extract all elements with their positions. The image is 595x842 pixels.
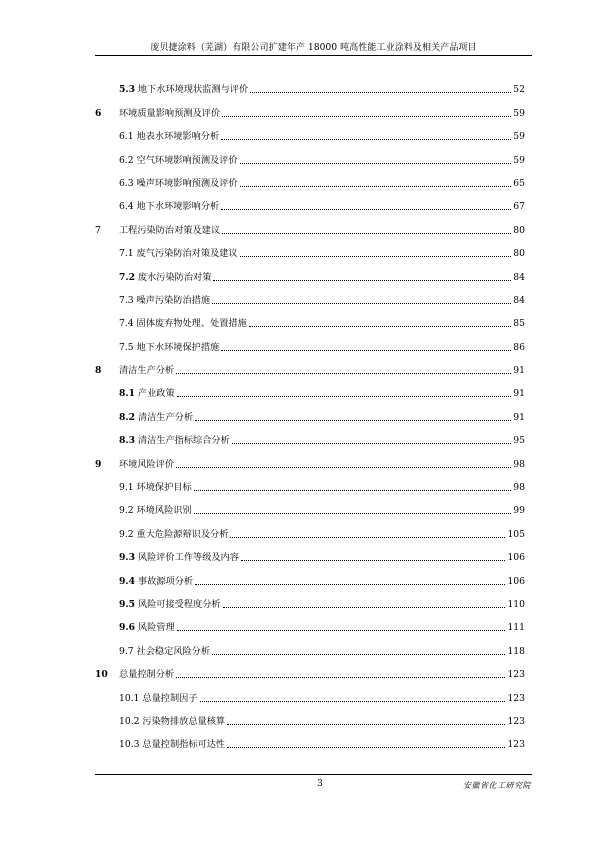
toc-entry[interactable] <box>95 376 525 399</box>
toc-entry[interactable] <box>95 587 525 610</box>
toc-entry-number: 9.1 <box>119 482 134 494</box>
toc-leader-dots <box>240 186 512 187</box>
toc-entry-number: 9.6 <box>119 622 135 634</box>
toc-entry-number: 6.4 <box>119 201 134 213</box>
toc-entry-number: 6 <box>95 107 102 119</box>
toc-leader-dots <box>176 373 511 374</box>
toc-entry-title: 地下水环境保护措施 <box>136 341 220 353</box>
toc-leader-dots <box>227 747 505 748</box>
toc-entry-page: 59 <box>513 107 525 119</box>
toc-entry-page: 80 <box>513 224 525 236</box>
toc-entry-page: 84 <box>513 294 525 306</box>
toc-entry-title: 工程污染防治对策及建议 <box>119 224 221 236</box>
toc-leader-dots <box>213 280 511 281</box>
toc-entry-title: 产业政策 <box>137 388 175 400</box>
toc-entry[interactable] <box>95 399 525 422</box>
toc-entry[interactable] <box>95 283 525 306</box>
running-header: 庞贝捷涂料（芜湖）有限公司扩建年产 18000 吨高性能工业涂料及相关产品项目 <box>150 43 477 53</box>
toc-entry-page: 59 <box>513 131 525 143</box>
toc-entry[interactable] <box>95 119 525 142</box>
toc-entry-title: 风险可接受程度分析 <box>137 598 221 610</box>
toc-entry-title: 地下水环境现状监测与评价 <box>137 84 249 96</box>
toc-entry[interactable] <box>95 142 525 165</box>
toc-entry-page: 123 <box>507 739 525 751</box>
toc-leader-dots <box>177 396 512 397</box>
page-number: 3 <box>317 779 323 789</box>
toc-entry[interactable] <box>95 610 525 633</box>
toc-leader-dots <box>212 654 505 655</box>
toc-leader-dots <box>240 163 512 164</box>
toc-leader-dots <box>177 630 506 631</box>
toc-entry-number: 8.3 <box>119 435 135 447</box>
toc-entry[interactable] <box>95 189 525 212</box>
toc-entry-number: 6.1 <box>119 131 134 143</box>
toc-entry-page: 106 <box>507 552 525 564</box>
toc-entry-title: 废水污染防治对策 <box>137 271 212 283</box>
toc-leader-dots <box>222 233 511 234</box>
toc-leader-dots <box>194 490 512 491</box>
toc-entry-title: 总量控制因子 <box>142 692 198 704</box>
toc-entry[interactable] <box>95 470 525 493</box>
toc-entry-title: 社会稳定风险分析 <box>136 645 211 657</box>
toc-entry-page: 110 <box>507 598 525 610</box>
toc-entry-number: 8 <box>95 365 102 377</box>
toc-entry-page: 65 <box>513 177 525 189</box>
toc-leader-dots <box>232 443 512 444</box>
toc-entry-title: 噪声环境影响预测及评价 <box>136 177 238 189</box>
toc-leader-dots <box>200 701 506 702</box>
toc-entry[interactable] <box>95 516 525 539</box>
toc-entry[interactable] <box>95 212 525 235</box>
toc-entry[interactable] <box>95 236 525 259</box>
toc-entry-number: 8.1 <box>119 388 135 400</box>
toc-entry-number: 9.4 <box>119 575 135 587</box>
toc-entry[interactable] <box>95 329 525 352</box>
toc-entry-title: 清洁生产指标综合分析 <box>137 435 230 447</box>
toc-entry-title: 事故源项分析 <box>137 575 194 587</box>
toc-entry[interactable] <box>95 493 525 516</box>
footer-divider <box>95 774 532 775</box>
toc-entry-title: 重大危险源辩识及分析 <box>136 528 229 540</box>
toc-entry-page: 91 <box>513 365 525 377</box>
toc-entry-page: 118 <box>507 645 525 657</box>
toc-entry-page: 52 <box>513 84 525 96</box>
toc-entry-title: 废气污染防治对策及建议 <box>136 248 238 260</box>
toc-entry-title: 总量控制分析 <box>119 669 175 681</box>
toc-entry-number: 7.3 <box>119 294 134 306</box>
toc-entry-title: 环境风险识别 <box>136 505 192 517</box>
toc-leader-dots <box>222 116 511 117</box>
toc-entry-page: 99 <box>513 505 525 517</box>
toc-entry-page: 105 <box>507 528 525 540</box>
toc-entry-number: 7.2 <box>119 271 135 283</box>
toc-entry-number: 7.1 <box>119 248 134 260</box>
toc-entry[interactable] <box>95 166 525 189</box>
toc-entry-page: 86 <box>513 341 525 353</box>
toc-entry-number: 9.2 <box>119 528 134 540</box>
toc-entry-page: 84 <box>513 271 525 283</box>
toc-entry-number: 9.5 <box>119 598 135 610</box>
toc-entry[interactable] <box>95 540 525 563</box>
toc-entry-number: 7.5 <box>119 341 134 353</box>
toc-entry-page: 123 <box>507 715 525 727</box>
toc-leader-dots <box>249 326 512 327</box>
toc-leader-dots <box>212 303 511 304</box>
toc-entry-number: 9.2 <box>119 505 134 517</box>
toc-entry[interactable] <box>95 657 525 680</box>
toc-entry-page: 59 <box>513 154 525 166</box>
toc-entry-number: 9 <box>95 458 102 470</box>
toc-entry-title: 总量控制指标可达性 <box>142 739 226 751</box>
toc-entry-page: 67 <box>513 201 525 213</box>
toc-entry[interactable] <box>95 563 525 586</box>
toc-entry-page: 123 <box>507 692 525 704</box>
toc-entry-title: 清洁生产分析 <box>119 365 175 377</box>
toc-entry-number: 10.3 <box>119 739 140 751</box>
toc-entry-number: 8.2 <box>119 411 135 423</box>
toc-entry-title: 空气环境影响预测及评价 <box>136 154 238 166</box>
toc-leader-dots <box>227 724 505 725</box>
toc-entry-number: 7 <box>95 224 101 236</box>
header-divider <box>95 55 532 56</box>
toc-entry-title: 风险评价工作等级及内容 <box>137 552 239 564</box>
toc-entry[interactable] <box>95 633 525 656</box>
toc-entry[interactable] <box>95 353 525 376</box>
toc-leader-dots <box>221 209 511 210</box>
toc-leader-dots <box>250 92 511 93</box>
toc-entry-title: 固体废弃物处理、处置措施 <box>136 318 247 330</box>
toc-entry-number: 10.2 <box>119 715 140 727</box>
toc-entry-number: 9.3 <box>119 552 135 564</box>
toc-entry[interactable] <box>95 446 525 469</box>
toc-leader-dots <box>240 256 512 257</box>
toc-entry-number: 5.3 <box>119 84 135 96</box>
toc-entry-number: 10.1 <box>119 692 140 704</box>
toc-entry-page: 95 <box>513 435 525 447</box>
toc-entry-page: 91 <box>513 388 525 400</box>
toc-entry-number: 7.4 <box>119 318 134 330</box>
toc-entry-title: 环境风险评价 <box>119 458 175 470</box>
toc-entry-title: 环境质量影响预测及评价 <box>119 107 221 119</box>
toc-entry-number: 9.7 <box>119 645 134 657</box>
toc-entry-page: 106 <box>507 575 525 587</box>
toc-entry-title: 地下水环境影响分析 <box>136 201 220 213</box>
toc-entry[interactable] <box>95 72 525 95</box>
toc-entry-number: 6.3 <box>119 177 134 189</box>
toc-entry[interactable] <box>95 259 525 282</box>
toc-entry-page: 98 <box>513 482 525 494</box>
toc-leader-dots <box>195 584 505 585</box>
toc-entry-title: 污染物排放总量核算 <box>142 715 226 727</box>
toc-leader-dots <box>221 139 511 140</box>
toc-entry-page: 85 <box>513 318 525 330</box>
toc-entry-number: 10 <box>95 669 108 681</box>
toc-entry-page: 123 <box>507 669 525 681</box>
toc-leader-dots <box>230 537 505 538</box>
toc-leader-dots <box>195 420 511 421</box>
toc-entry-page: 98 <box>513 458 525 470</box>
toc-leader-dots <box>241 560 505 561</box>
toc-entry-title: 风险管理 <box>137 622 175 634</box>
toc-entry-title: 环境保护目标 <box>136 482 192 494</box>
footer-organization: 安徽省化工研究院 <box>463 781 531 790</box>
toc-leader-dots <box>176 677 505 678</box>
toc-entry-page: 91 <box>513 411 525 423</box>
toc-entry-title: 噪声污染防治措施 <box>136 294 211 306</box>
toc-leader-dots <box>221 350 511 351</box>
toc-entry[interactable] <box>95 680 525 703</box>
toc-leader-dots <box>223 607 506 608</box>
toc-entry-number: 6.2 <box>119 154 134 166</box>
toc-entry[interactable] <box>95 95 525 118</box>
toc-entry[interactable] <box>95 423 525 446</box>
toc-entry[interactable] <box>95 727 525 750</box>
toc-entry-page: 111 <box>507 622 525 634</box>
toc-entry[interactable] <box>95 306 525 329</box>
toc-leader-dots <box>194 513 512 514</box>
toc-entry[interactable] <box>95 704 525 727</box>
toc-entry-title: 清洁生产分析 <box>137 411 194 423</box>
toc-entry-page: 80 <box>513 248 525 260</box>
toc-leader-dots <box>176 467 511 468</box>
toc-entry-title: 地表水环境影响分析 <box>136 131 220 143</box>
table-of-contents <box>95 72 525 750</box>
